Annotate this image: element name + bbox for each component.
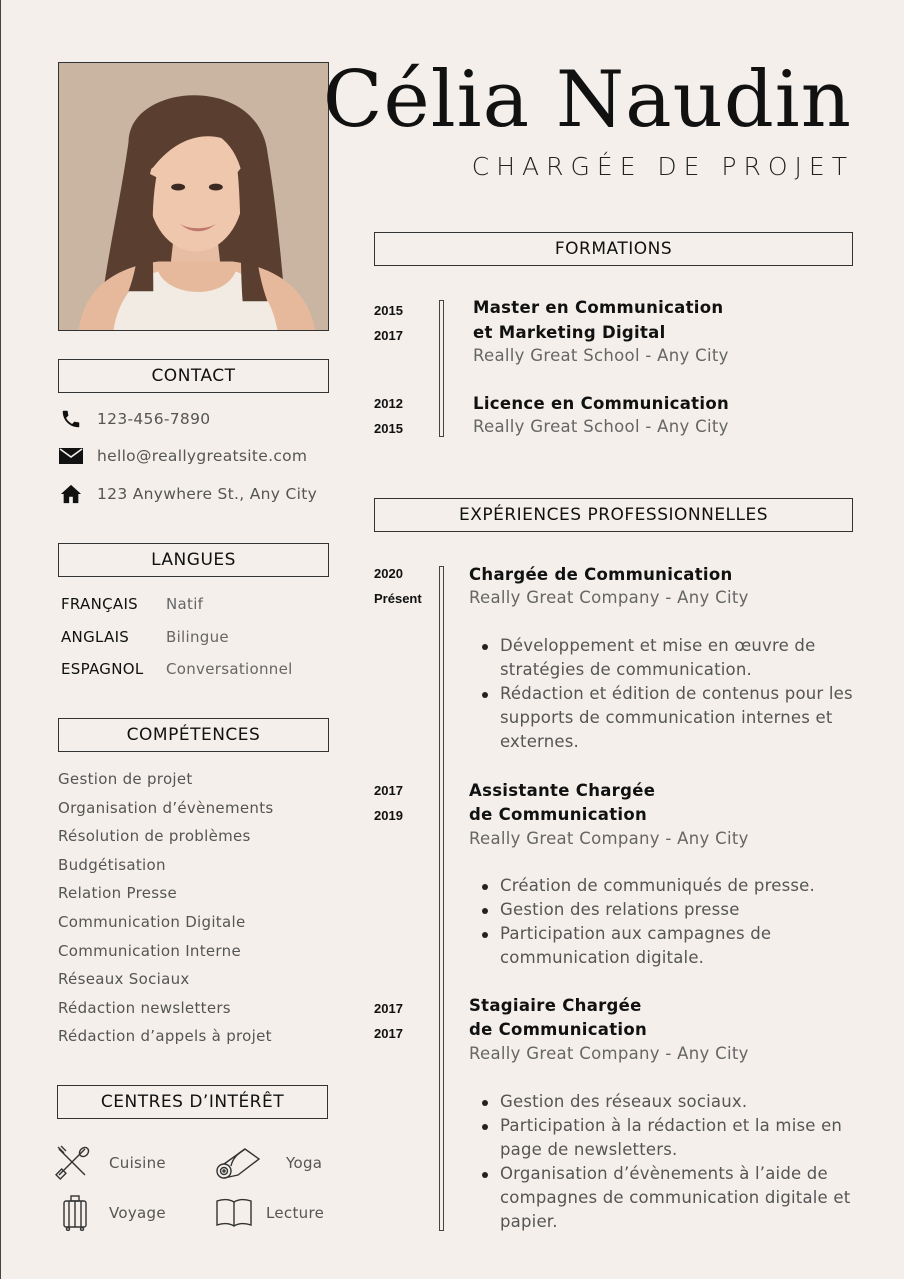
skill-item: Réseaux Sociaux bbox=[58, 970, 190, 989]
phone-icon bbox=[58, 407, 84, 431]
section-heading-competences: COMPÉTENCES bbox=[58, 718, 329, 752]
skill-item: Rédaction newsletters bbox=[58, 998, 231, 1017]
task-list bbox=[469, 634, 859, 754]
section-heading-experiences: EXPÉRIENCES PROFESSIONNELLES bbox=[374, 498, 853, 532]
task-item: Gestion des réseaux sociaux. bbox=[469, 1090, 859, 1114]
skill-item: Résolution de problèmes bbox=[58, 827, 251, 846]
language-row bbox=[61, 595, 203, 613]
suitcase-icon bbox=[61, 1195, 89, 1231]
job-title-entry: Chargée de Communication bbox=[469, 565, 733, 584]
contact-phone bbox=[58, 407, 210, 431]
task-item: Développement et mise en œuvre de stratégies de communication. bbox=[469, 634, 859, 682]
language-row bbox=[61, 628, 229, 646]
task-item: Création de communiqués de presse. bbox=[469, 874, 859, 898]
start-year: 2015 bbox=[374, 303, 403, 318]
language-row bbox=[61, 660, 293, 678]
profile-photo bbox=[58, 62, 329, 331]
skill-item: Communication Interne bbox=[58, 941, 241, 960]
skill-item: Budgétisation bbox=[58, 855, 166, 874]
company-name: Really Great Company - Any City bbox=[469, 588, 749, 607]
task-item: Participation aux campagnes de communication digitale. bbox=[469, 922, 859, 970]
section-heading-formations: FORMATIONS bbox=[374, 232, 853, 266]
language-level: Natif bbox=[166, 595, 204, 613]
start-year: 2012 bbox=[374, 396, 403, 411]
section-heading-contact: CONTACT bbox=[58, 359, 329, 393]
cooking-utensils-icon bbox=[55, 1145, 91, 1181]
school-name: Really Great School - Any City bbox=[473, 417, 729, 436]
company-name: Really Great Company - Any City bbox=[469, 1044, 749, 1063]
task-item: Organisation d’évènements à l’aide de compagnes de communication digitale et papier. bbox=[469, 1162, 859, 1234]
task-item: Rédaction et édition de contenus pour les supports de communication internes et externes. bbox=[469, 682, 859, 754]
end-year: 2015 bbox=[374, 421, 403, 436]
interest-label: Voyage bbox=[109, 1204, 166, 1222]
interest-label: Cuisine bbox=[109, 1154, 166, 1172]
company-name: Really Great Company - Any City bbox=[469, 829, 749, 848]
start-year: 2017 bbox=[374, 783, 403, 798]
candidate-name: Célia Naudin bbox=[322, 55, 852, 145]
contact-email bbox=[58, 444, 307, 468]
language-name: ESPAGNOL bbox=[61, 660, 144, 678]
language-level: Bilingue bbox=[166, 628, 229, 646]
email-address: hello@reallygreatsite.com bbox=[97, 447, 308, 465]
job-title: CHARGÉE DE PROJET bbox=[471, 152, 854, 181]
mail-icon bbox=[58, 444, 84, 468]
end-year: 2019 bbox=[374, 808, 403, 823]
open-book-icon bbox=[215, 1197, 253, 1229]
interest-item bbox=[215, 1145, 322, 1181]
degree-title: et Marketing Digital bbox=[473, 323, 666, 342]
school-name: Really Great School - Any City bbox=[473, 346, 729, 365]
interest-label: Lecture bbox=[266, 1204, 325, 1222]
start-year: 2020 bbox=[374, 566, 403, 581]
job-title-entry: de Communication bbox=[469, 805, 648, 824]
skill-item: Organisation d’évènements bbox=[58, 798, 274, 817]
job-title-entry: Stagiaire Chargée bbox=[469, 996, 642, 1015]
task-item: Gestion des relations presse bbox=[469, 898, 859, 922]
interest-label: Yoga bbox=[286, 1154, 323, 1172]
interest-item bbox=[55, 1145, 166, 1181]
degree-title: Licence en Communication bbox=[473, 394, 730, 413]
job-title-entry: de Communication bbox=[469, 1020, 648, 1039]
timeline-line bbox=[439, 566, 444, 1231]
interest-item bbox=[215, 1197, 324, 1229]
skill-item: Relation Presse bbox=[58, 884, 178, 903]
task-list bbox=[469, 874, 859, 970]
skill-item: Rédaction d’appels à projet bbox=[58, 1027, 272, 1046]
language-level: Conversationnel bbox=[166, 660, 293, 678]
timeline-line bbox=[439, 300, 444, 437]
language-name: FRANÇAIS bbox=[61, 595, 139, 613]
end-year: 2017 bbox=[374, 328, 403, 343]
postal-address: 123 Anywhere St., Any City bbox=[97, 485, 318, 503]
degree-title: Master en Communication bbox=[473, 298, 724, 317]
home-icon bbox=[58, 482, 84, 506]
yoga-mat-icon bbox=[215, 1145, 261, 1181]
interest-item bbox=[61, 1195, 166, 1231]
end-year: Présent bbox=[374, 591, 422, 606]
skill-item: Communication Digitale bbox=[58, 912, 246, 931]
skill-item: Gestion de projet bbox=[58, 770, 193, 788]
task-list bbox=[469, 1090, 859, 1234]
job-title-entry: Assistante Chargée bbox=[469, 781, 656, 800]
task-item: Participation à la rédaction et la mise en page de newsletters. bbox=[469, 1114, 859, 1162]
skills-list bbox=[58, 768, 274, 1054]
phone-number: 123-456-7890 bbox=[97, 410, 211, 428]
language-name: ANGLAIS bbox=[61, 628, 130, 646]
end-year: 2017 bbox=[374, 1026, 403, 1041]
contact-address bbox=[58, 482, 317, 506]
start-year: 2017 bbox=[374, 1001, 403, 1016]
section-heading-langues: LANGUES bbox=[58, 543, 329, 577]
section-heading-interets: CENTRES D’INTÉRÊT bbox=[57, 1085, 328, 1119]
